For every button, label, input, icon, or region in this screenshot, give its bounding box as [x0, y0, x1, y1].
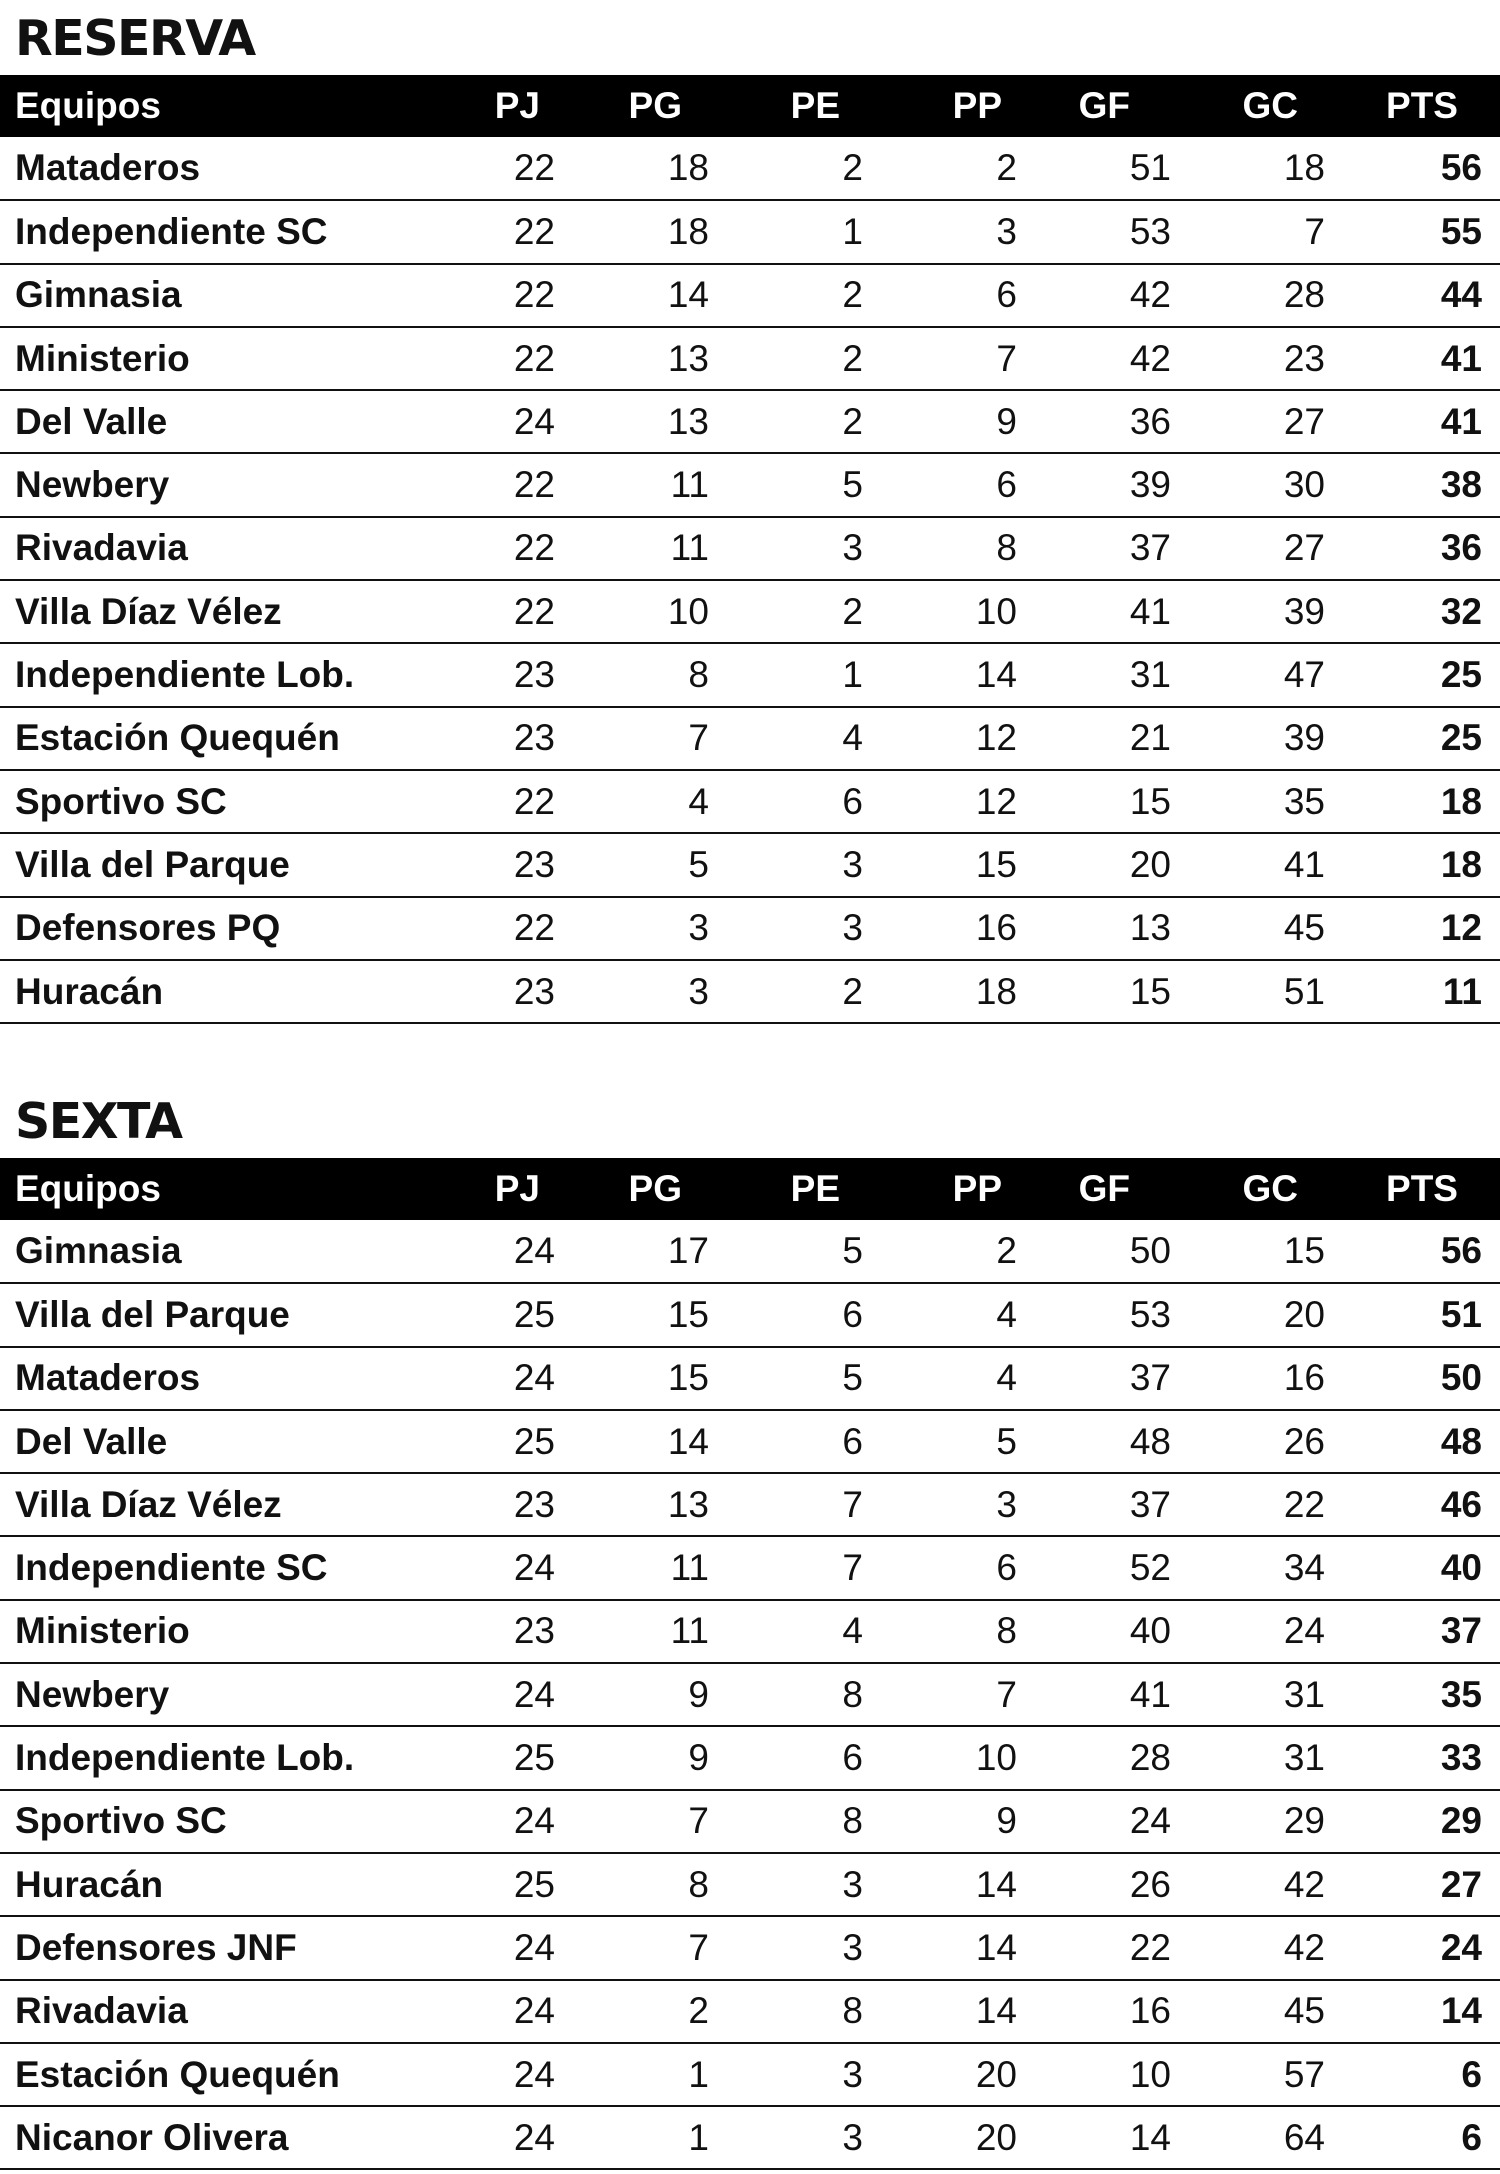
cell-gc: 31 — [1186, 1663, 1340, 1726]
cell-pp: 7 — [878, 1663, 1032, 1726]
cell-pj: 23 — [446, 1600, 570, 1663]
cell-gc: 29 — [1186, 1790, 1340, 1853]
cell-team: Independiente Lob. — [0, 1726, 446, 1789]
cell-pg: 4 — [570, 770, 724, 833]
column-header-team: Equipos — [15, 85, 161, 126]
cell-gc: 39 — [1186, 580, 1340, 643]
cell-team: Independiente SC — [0, 200, 446, 263]
table-body — [0, 1220, 1500, 2169]
cell-pp: 3 — [878, 200, 1032, 263]
cell-pg: 8 — [570, 1853, 724, 1916]
cell-gc: 57 — [1186, 2043, 1340, 2106]
cell-pg: 13 — [570, 1473, 724, 1536]
cell-team: Nicanor Olivera — [0, 2106, 446, 2169]
cell-pts: 24 — [1340, 1916, 1500, 1979]
cell-gf: 21 — [1032, 707, 1186, 770]
cell-pj: 24 — [446, 1536, 570, 1599]
table-row — [0, 1663, 1500, 1726]
cell-gf: 42 — [1032, 327, 1186, 390]
cell-pe: 2 — [724, 580, 878, 643]
cell-pp: 9 — [878, 1790, 1032, 1853]
cell-pts: 48 — [1340, 1410, 1500, 1473]
cell-pts: 41 — [1340, 327, 1500, 390]
cell-gf: 42 — [1032, 264, 1186, 327]
cell-pj: 24 — [446, 1916, 570, 1979]
cell-pg: 11 — [570, 453, 724, 516]
cell-team: Gimnasia — [0, 264, 446, 327]
cell-pe: 6 — [724, 1283, 878, 1346]
cell-team: Defensores PQ — [0, 897, 446, 960]
cell-gc: 39 — [1186, 707, 1340, 770]
cell-gc: 35 — [1186, 770, 1340, 833]
cell-team: Rivadavia — [0, 1980, 446, 2043]
cell-pp: 2 — [878, 137, 1032, 200]
column-header-pj: PJ — [494, 1168, 540, 1209]
cell-pp: 8 — [878, 517, 1032, 580]
cell-gc: 27 — [1186, 517, 1340, 580]
cell-gc: 45 — [1186, 897, 1340, 960]
cell-pts: 44 — [1340, 264, 1500, 327]
column-header-pp: PP — [952, 85, 1002, 126]
cell-pe: 1 — [724, 200, 878, 263]
table-row — [0, 1980, 1500, 2043]
table-row — [0, 453, 1500, 516]
table-row — [0, 897, 1500, 960]
cell-pts: 37 — [1340, 1600, 1500, 1663]
cell-gc: 31 — [1186, 1726, 1340, 1789]
section-title: RESERVA — [15, 10, 255, 67]
cell-pts: 40 — [1340, 1536, 1500, 1599]
cell-pg: 2 — [570, 1980, 724, 2043]
cell-gc: 45 — [1186, 1980, 1340, 2043]
cell-gf: 41 — [1032, 580, 1186, 643]
column-header-gf: GF — [1078, 1168, 1130, 1209]
column-header-pj: PJ — [494, 85, 540, 126]
cell-pts: 46 — [1340, 1473, 1500, 1536]
cell-gc: 23 — [1186, 327, 1340, 390]
table-row — [0, 1410, 1500, 1473]
cell-team: Ministerio — [0, 327, 446, 390]
cell-team: Ministerio — [0, 1600, 446, 1663]
table-row — [0, 1853, 1500, 1916]
cell-pj: 22 — [446, 453, 570, 516]
cell-pe: 7 — [724, 1473, 878, 1536]
cell-team: Gimnasia — [0, 1220, 446, 1283]
cell-gf: 37 — [1032, 1347, 1186, 1410]
table-row — [0, 580, 1500, 643]
cell-pts: 38 — [1340, 453, 1500, 516]
cell-team: Sportivo SC — [0, 770, 446, 833]
cell-pe: 3 — [724, 2106, 878, 2169]
cell-pts: 6 — [1340, 2043, 1500, 2106]
cell-pts: 56 — [1340, 137, 1500, 200]
cell-gc: 42 — [1186, 1853, 1340, 1916]
cell-pe: 1 — [724, 643, 878, 706]
cell-pj: 22 — [446, 897, 570, 960]
cell-pp: 4 — [878, 1347, 1032, 1410]
cell-pe: 2 — [724, 390, 878, 453]
cell-gf: 15 — [1032, 960, 1186, 1023]
table-row — [0, 2043, 1500, 2106]
cell-gf: 15 — [1032, 770, 1186, 833]
table-row — [0, 833, 1500, 896]
cell-gc: 22 — [1186, 1473, 1340, 1536]
column-header-gc: GC — [1242, 1168, 1298, 1209]
cell-pp: 14 — [878, 643, 1032, 706]
cell-pj: 23 — [446, 707, 570, 770]
cell-gf: 14 — [1032, 2106, 1186, 2169]
cell-pp: 6 — [878, 264, 1032, 327]
cell-team: Villa Díaz Vélez — [0, 1473, 446, 1536]
cell-pg: 5 — [570, 833, 724, 896]
standings-table — [0, 1158, 1500, 2170]
cell-gf: 36 — [1032, 390, 1186, 453]
cell-team: Huracán — [0, 1853, 446, 1916]
cell-gc: 47 — [1186, 643, 1340, 706]
cell-gf: 10 — [1032, 2043, 1186, 2106]
column-header-pg: PG — [628, 1168, 682, 1209]
cell-gf: 53 — [1032, 200, 1186, 263]
cell-pp: 18 — [878, 960, 1032, 1023]
cell-pj: 22 — [446, 327, 570, 390]
cell-pj: 24 — [446, 1220, 570, 1283]
cell-pj: 25 — [446, 1726, 570, 1789]
cell-pp: 8 — [878, 1600, 1032, 1663]
cell-pg: 17 — [570, 1220, 724, 1283]
table-row — [0, 643, 1500, 706]
table-header-row — [0, 75, 1500, 137]
table-row — [0, 264, 1500, 327]
cell-pj: 25 — [446, 1410, 570, 1473]
cell-pp: 16 — [878, 897, 1032, 960]
cell-team: Estación Quequén — [0, 2043, 446, 2106]
cell-pg: 15 — [570, 1283, 724, 1346]
cell-pj: 24 — [446, 1790, 570, 1853]
column-header-pp: PP — [952, 1168, 1002, 1209]
cell-pg: 8 — [570, 643, 724, 706]
cell-gf: 53 — [1032, 1283, 1186, 1346]
cell-gc: 20 — [1186, 1283, 1340, 1346]
cell-gc: 27 — [1186, 390, 1340, 453]
cell-pp: 12 — [878, 770, 1032, 833]
cell-pj: 24 — [446, 1980, 570, 2043]
table-row — [0, 1726, 1500, 1789]
cell-pp: 15 — [878, 833, 1032, 896]
cell-pg: 15 — [570, 1347, 724, 1410]
cell-gf: 28 — [1032, 1726, 1186, 1789]
cell-team: Del Valle — [0, 390, 446, 453]
cell-pg: 7 — [570, 1916, 724, 1979]
cell-team: Villa del Parque — [0, 833, 446, 896]
column-header-pts: PTS — [1386, 1168, 1458, 1209]
cell-pe: 2 — [724, 960, 878, 1023]
cell-gf: 51 — [1032, 137, 1186, 200]
cell-pe: 3 — [724, 1853, 878, 1916]
cell-pg: 11 — [570, 517, 724, 580]
cell-pg: 18 — [570, 200, 724, 263]
column-header-pg: PG — [628, 85, 682, 126]
cell-pp: 6 — [878, 1536, 1032, 1599]
cell-team: Newbery — [0, 453, 446, 516]
cell-gf: 16 — [1032, 1980, 1186, 2043]
cell-pts: 12 — [1340, 897, 1500, 960]
cell-pe: 5 — [724, 1220, 878, 1283]
cell-pg: 14 — [570, 264, 724, 327]
table-row — [0, 770, 1500, 833]
cell-pts: 33 — [1340, 1726, 1500, 1789]
cell-team: Independiente Lob. — [0, 643, 446, 706]
cell-pp: 7 — [878, 327, 1032, 390]
cell-gf: 20 — [1032, 833, 1186, 896]
table-body — [0, 137, 1500, 1023]
column-header-pe: PE — [790, 85, 840, 126]
table-row — [0, 1473, 1500, 1536]
cell-pe: 8 — [724, 1663, 878, 1726]
cell-pe: 8 — [724, 1790, 878, 1853]
cell-pe: 5 — [724, 453, 878, 516]
cell-pj: 22 — [446, 200, 570, 263]
cell-pe: 5 — [724, 1347, 878, 1410]
cell-pts: 25 — [1340, 707, 1500, 770]
cell-pp: 20 — [878, 2043, 1032, 2106]
cell-pg: 11 — [570, 1536, 724, 1599]
cell-pj: 24 — [446, 390, 570, 453]
table-row — [0, 1600, 1500, 1663]
cell-pj: 23 — [446, 643, 570, 706]
cell-pj: 24 — [446, 2106, 570, 2169]
cell-pg: 7 — [570, 707, 724, 770]
cell-gf: 48 — [1032, 1410, 1186, 1473]
cell-team: Huracán — [0, 960, 446, 1023]
cell-pj: 24 — [446, 1347, 570, 1410]
cell-team: Rivadavia — [0, 517, 446, 580]
table-row — [0, 327, 1500, 390]
table-row — [0, 390, 1500, 453]
cell-pj: 22 — [446, 517, 570, 580]
cell-pg: 9 — [570, 1726, 724, 1789]
cell-pts: 51 — [1340, 1283, 1500, 1346]
table-row — [0, 1220, 1500, 1283]
cell-pe: 6 — [724, 1410, 878, 1473]
cell-gc: 15 — [1186, 1220, 1340, 1283]
cell-pts: 35 — [1340, 1663, 1500, 1726]
cell-pe: 2 — [724, 137, 878, 200]
cell-pg: 13 — [570, 327, 724, 390]
cell-pj: 23 — [446, 1473, 570, 1536]
cell-pts: 41 — [1340, 390, 1500, 453]
cell-pe: 3 — [724, 517, 878, 580]
cell-gf: 31 — [1032, 643, 1186, 706]
cell-pp: 3 — [878, 1473, 1032, 1536]
cell-gf: 40 — [1032, 1600, 1186, 1663]
cell-pj: 23 — [446, 833, 570, 896]
cell-pj: 25 — [446, 1283, 570, 1346]
cell-gc: 42 — [1186, 1916, 1340, 1979]
table-row — [0, 960, 1500, 1023]
cell-gc: 16 — [1186, 1347, 1340, 1410]
cell-gc: 64 — [1186, 2106, 1340, 2169]
cell-pts: 50 — [1340, 1347, 1500, 1410]
cell-pg: 10 — [570, 580, 724, 643]
column-header-gf: GF — [1078, 85, 1130, 126]
cell-pp: 10 — [878, 580, 1032, 643]
cell-gf: 26 — [1032, 1853, 1186, 1916]
cell-pts: 14 — [1340, 1980, 1500, 2043]
cell-gc: 24 — [1186, 1600, 1340, 1663]
cell-team: Villa del Parque — [0, 1283, 446, 1346]
cell-pg: 13 — [570, 390, 724, 453]
cell-team: Defensores JNF — [0, 1916, 446, 1979]
table-row — [0, 1790, 1500, 1853]
table-row — [0, 1283, 1500, 1346]
section-title: SEXTA — [15, 1093, 182, 1150]
cell-pg: 14 — [570, 1410, 724, 1473]
cell-pp: 6 — [878, 453, 1032, 516]
cell-gf: 39 — [1032, 453, 1186, 516]
cell-pe: 7 — [724, 1536, 878, 1599]
cell-pts: 18 — [1340, 833, 1500, 896]
cell-gc: 30 — [1186, 453, 1340, 516]
cell-pj: 24 — [446, 2043, 570, 2106]
cell-team: Estación Quequén — [0, 707, 446, 770]
cell-gf: 22 — [1032, 1916, 1186, 1979]
cell-pp: 14 — [878, 1980, 1032, 2043]
table-row — [0, 517, 1500, 580]
cell-pe: 3 — [724, 897, 878, 960]
column-header-pe: PE — [790, 1168, 840, 1209]
cell-gc: 18 — [1186, 137, 1340, 200]
column-header-pts: PTS — [1386, 85, 1458, 126]
cell-pe: 4 — [724, 707, 878, 770]
cell-gc: 26 — [1186, 1410, 1340, 1473]
cell-gc: 51 — [1186, 960, 1340, 1023]
cell-pts: 11 — [1340, 960, 1500, 1023]
column-header-gc: GC — [1242, 85, 1298, 126]
cell-pe: 8 — [724, 1980, 878, 2043]
cell-pts: 27 — [1340, 1853, 1500, 1916]
cell-pts: 25 — [1340, 643, 1500, 706]
cell-pp: 20 — [878, 2106, 1032, 2169]
cell-pj: 25 — [446, 1853, 570, 1916]
cell-pe: 3 — [724, 833, 878, 896]
cell-pp: 4 — [878, 1283, 1032, 1346]
cell-pe: 6 — [724, 770, 878, 833]
cell-pj: 22 — [446, 264, 570, 327]
table-row — [0, 1536, 1500, 1599]
cell-team: Villa Díaz Vélez — [0, 580, 446, 643]
cell-pts: 29 — [1340, 1790, 1500, 1853]
cell-pg: 3 — [570, 897, 724, 960]
table-row — [0, 707, 1500, 770]
cell-gf: 52 — [1032, 1536, 1186, 1599]
cell-gc: 41 — [1186, 833, 1340, 896]
cell-pe: 6 — [724, 1726, 878, 1789]
cell-pts: 18 — [1340, 770, 1500, 833]
cell-pj: 22 — [446, 137, 570, 200]
cell-pj: 22 — [446, 580, 570, 643]
cell-pe: 2 — [724, 327, 878, 390]
cell-pg: 1 — [570, 2043, 724, 2106]
cell-team: Newbery — [0, 1663, 446, 1726]
cell-pg: 9 — [570, 1663, 724, 1726]
cell-pg: 7 — [570, 1790, 724, 1853]
cell-pp: 2 — [878, 1220, 1032, 1283]
cell-pe: 2 — [724, 264, 878, 327]
cell-team: Del Valle — [0, 1410, 446, 1473]
table-row — [0, 137, 1500, 200]
cell-pp: 12 — [878, 707, 1032, 770]
cell-pts: 55 — [1340, 200, 1500, 263]
cell-gf: 50 — [1032, 1220, 1186, 1283]
cell-gf: 24 — [1032, 1790, 1186, 1853]
table-row — [0, 2106, 1500, 2169]
cell-pp: 5 — [878, 1410, 1032, 1473]
cell-pts: 6 — [1340, 2106, 1500, 2169]
cell-gc: 7 — [1186, 200, 1340, 263]
cell-pg: 11 — [570, 1600, 724, 1663]
cell-gf: 13 — [1032, 897, 1186, 960]
cell-pts: 32 — [1340, 580, 1500, 643]
cell-pj: 24 — [446, 1663, 570, 1726]
cell-pp: 14 — [878, 1853, 1032, 1916]
cell-pp: 14 — [878, 1916, 1032, 1979]
cell-pg: 18 — [570, 137, 724, 200]
column-header-team: Equipos — [15, 1168, 161, 1209]
cell-gc: 28 — [1186, 264, 1340, 327]
cell-gf: 37 — [1032, 517, 1186, 580]
cell-pts: 36 — [1340, 517, 1500, 580]
cell-pg: 3 — [570, 960, 724, 1023]
cell-team: Independiente SC — [0, 1536, 446, 1599]
cell-pg: 1 — [570, 2106, 724, 2169]
cell-pe: 3 — [724, 1916, 878, 1979]
standings-table — [0, 75, 1500, 1024]
table-row — [0, 1916, 1500, 1979]
cell-pp: 9 — [878, 390, 1032, 453]
cell-team: Mataderos — [0, 1347, 446, 1410]
cell-team: Sportivo SC — [0, 1790, 446, 1853]
table-row — [0, 200, 1500, 263]
cell-pts: 56 — [1340, 1220, 1500, 1283]
cell-gc: 34 — [1186, 1536, 1340, 1599]
cell-gf: 41 — [1032, 1663, 1186, 1726]
cell-team: Mataderos — [0, 137, 446, 200]
cell-pe: 3 — [724, 2043, 878, 2106]
cell-pj: 22 — [446, 770, 570, 833]
table-row — [0, 1347, 1500, 1410]
cell-gf: 37 — [1032, 1473, 1186, 1536]
table-header-row — [0, 1158, 1500, 1220]
cell-pe: 4 — [724, 1600, 878, 1663]
cell-pp: 10 — [878, 1726, 1032, 1789]
cell-pj: 23 — [446, 960, 570, 1023]
